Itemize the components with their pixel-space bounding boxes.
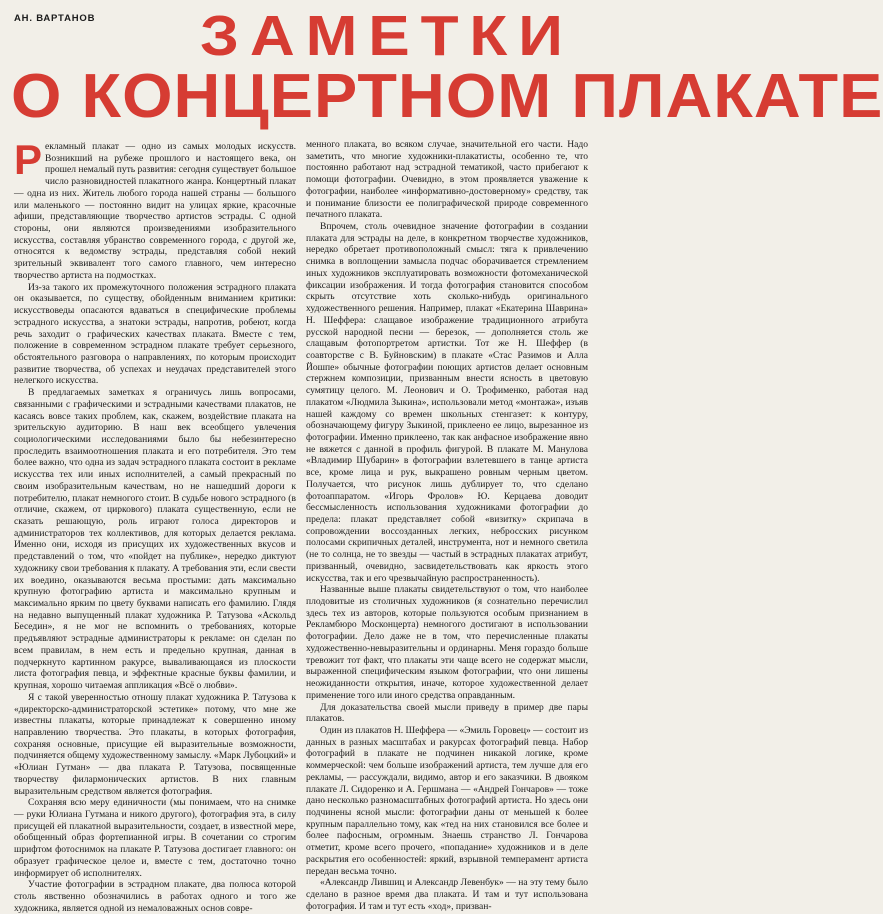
right-text-column (306, 139, 588, 912)
article-title-line-1: ЗАМЕТКИ (200, 4, 574, 68)
paragraph: менного плаката, во всяком случае, значительной его части. Надо заметить, что многие художники-плакатисты, особенно те, что постоянно работают над эстрадной тематикой, часто прибегают к помощи фотографии. Очевидно, в этом проявляется уважение к фотографии, наиболее «информативно-достоверному» средству, так и понимание близости ее полиграфической природе современного печатного плаката. (306, 139, 588, 221)
paragraph: Сохраняя всю меру единичности (мы понимаем, что на снимке — руки Юлиана Гутмана и никого другого), фотография эта, в силу присущей ей плакатной выразительности, создает, в известной мере, обобщенный образ фортепианной игры. В сочетании со строгим шрифтом фотоснимок на плакате Р. Татузова достигает главного: он образует графическое целое и, вместе с тем, достаточно точно информирует об исполнителях. (14, 797, 296, 879)
article-title-line-2: О КОНЦЕРТНОМ ПЛАКАТЕ (11, 62, 883, 131)
paragraph (14, 136, 296, 282)
paragraph: Из-за такого их промежуточного положения эстрадного плаката он оказывается, по существу, обойденным вниманием критики: искусствоведы опасаются вдаваться в специфические проблемы эстрадного искусства, а знатоки эстрады, напротив, робеют, когда речь заходит о графических качествах плаката. Вместе с тем, положение в современном эстрадном плакате требует серьезного, обстоятельного разговора о направлениях, по которым происходит развитие творчества, об успехах и неудачах представителей этого нелегкого искусства. (14, 281, 296, 387)
paragraph: Я с такой уверенностью отношу плакат художника Р. Татузова к «директорско-администраторской эстетике» потому, что мне же известны плакаты, которые принадлежат к совершенно иному направлению творчества. Это плакаты, в которых фотография, сохраняя основные, присущие ей выразительные возможности, подчиняется общему художественному замыслу. «Марк Лубоцкий» и «Юлиан Гутман» — два плаката Р. Татузова, посвященные творчеству филармонических артистов. В них главным выразительным средством является фотография. (14, 691, 296, 797)
left-text-column (14, 136, 296, 914)
paragraph: В предлагаемых заметках я ограничусь лишь вопросами, связанными с графическими и эстрадными качествами плакатов, не касаясь вовсе таких проблем, как, скажем, воздействие плаката на зрительскую аудиторию. В наш век всеобщего увлечения социологическими исследованиями было бы небезинтересно проследить взаимоотношения плаката и его потребителя. Это тем более важно, что одна из задач эстрадного плаката состоит в рекламе искусства тех или иных исполнителей, а самый прекрасный по своим изобразительным качествам, но не нашедший дороги к потребителю, плакат немногого стоит. В судьбе нового эстрадного (в отличие, скажем, от циркового) плаката существенную, если не сказать решающую, роль играют голоса директоров и администраторов тех коллективов, для которых делается реклама. Именно они, исходя из присущих их художественных вкусов и представлений о том, что «пойдет на публике», нередко диктуют художнику свои требования к плакату. А требования эти, если свести их воедино, оказываются весьма простыми: дать максимально крупную фотографию артиста и максимально крупным и максимально ярким по цвету буквами написать его фамилию. Глядя на недавно выпущенный плакат художника Р. Татузова «Аскольд Беседин», я не мог не вспомнить о требованиях, которые предъявляют эстрадные администраторы к рекламе: он сделан по всем правилам, в нем есть и предельно крупная, данная в подчеркнуто картинном ракурсе, вываливающаяся из плоскости листа фотография певца, и эффектные красные буквы фамилии, и крупная, хорошо читаемая аппликация «Всё о любви». (14, 387, 296, 692)
paragraph: Один из плакатов Н. Шеффера — «Эмиль Горовец» — состоит из данных в разных масштабах и ракурсах фотографий певца. Набор фотографий в плакате не подчинен никакой логике, кроме коммерческой: чем больше изображений артиста, тем лучше для его рекламы, — рассуждали, видимо, автор и его заказчики. В двояком плакате Л. Сидоренко и А. Гершмана — «Андрей Гончаров» — тоже дано несколько разномасштабных фотографий артиста. Но здесь они подчинены ясной мысли: фотографии даны от меньшей к более крупным параллельно тому, как «тед на них становился все более и более пафосным, огромным. Знаешь странство Л. Гончарова отметит, кроме всего прочего, «попадание» художников и в деле раскрытия его особенностей: яркий, взрывной темперамент артиста передан весьма точно. (306, 724, 588, 877)
paragraph: Названные выше плакаты свидетельствуют о том, что наиболее плодовитые из столичных художников (я сознательно перечислил здесь тех из авторов, которые пользуются особым признанием в Рекламбюро Москонцерта) немногого достигают в использовании фотографии. Дело даже не в том, что перечисленные плакаты художественно-невыразительны и ординарны. Меня гораздо больше тревожит тот факт, что плакаты эти чаще всего не содержат мысли, выраженной специфическим языком фотографии, что они лишены неожиданности открытия, иначе, которое художественной делает применение того или иного средства оправданным. (306, 584, 588, 701)
paragraph: Впрочем, столь очевидное значение фотографии в создании плаката для эстрады на деле, в конкретном творчестве художников, нередко обретает противоположный смысл: тяга к привлечению снимка в воплощении замысла подчас оборачивается стремлением иных художников эксплуатировать возможности фотомеханической фиксации изображения. И тогда фотография становится способом скрыть отсутствие хоть сколько-нибудь оригинального художественного решения. Например, плакат «Екатерина Шаврина» Н. Шеффера: слащавое изображение традиционного атрибута русской народной песни — березок, — дополняется столь же слащавым фотопортретом артистки. Тот же Н. Шеффер (в соавторстве с В. Буйновским) в плакате «Стас Разимов и Алла Йошпе» обычные фотографии поющих артистов делает основным стержнем композиции, призванным внести ясность в цветовую сумятицу целого. М. Леонович и О. Трофименко, работая над плакатом «Людмила Зыкина», использовали метод «монтажа», изъяв нашей каждому со времен школьных стенгазет: к контуру, обозначающему фигуру Зыкиной, приклеено ее лицо, вырезанное из фотографии. Именно приклеено, так как анфасное изображение явно не вяжется с данной в профиль фигурой. В плакате М. Манулова «Владимир Шубарин» в фотографии взлетевшего в танце артиста все, кроме лица и рук, выкрашено ровным черным цветом. Получается, что рисунок лишь дублирует то, что сделано фотоаппаратом. «Игорь Фролов» Ю. Керцаева доводит бессмысленность использования художниками фотографии до предела: плакат представляет собой «визитку» скрипача в сопровождении воссозданных легких, небросских рисунком полосами скрипичных деталей, инструмента, нот и немного светила (не то солнца, не то звезды — частый в эстрадных плакатах атрибут, призванный, очевидно, засвидетельствовать как яркость этого искусства, так и его чрезвычайную распространенность). (306, 221, 588, 584)
author-name: АН. ВАРТАНОВ (14, 13, 96, 24)
paragraph: «Александр Лившиц и Александр Левенбук» — на эту тему было сделано в разное время два плаката. И там и тут использована фотография. И там и тут есть «ход», призван- (306, 877, 588, 912)
paragraph: Участие фотографии в эстрадном плакате, два полюса которой столь явственно обозначились в работах одного и того же художника, является одной из немаловажных основ совре- (14, 879, 296, 914)
paragraph: Для доказательства своей мысли приведу в пример две пары плакатов. (306, 701, 588, 725)
paragraph-text: екламный плакат — одно из самых молодых искусств. Возникший на рубеже прошлого и настоящего века, он прошел немалый путь развития: сегодня существует большое число разновидностей плакатного жанра. Концертный плакат — одна из них. Житель любого города нашей страны — большого или маленького — постоянно видит на улицах яркие, красочные афиши, представляющие творчество артистов эстрады. С одной стороны, они являются произведениями изобразительного искусства, составляя убранство современного города, с другой же, относятся к ведомству эстрады, представляя собой некий зрительный эквивалент того самого главного, чем интересно творчество артиста на подмостках. (14, 141, 296, 281)
drop-cap: Р (14, 136, 43, 183)
